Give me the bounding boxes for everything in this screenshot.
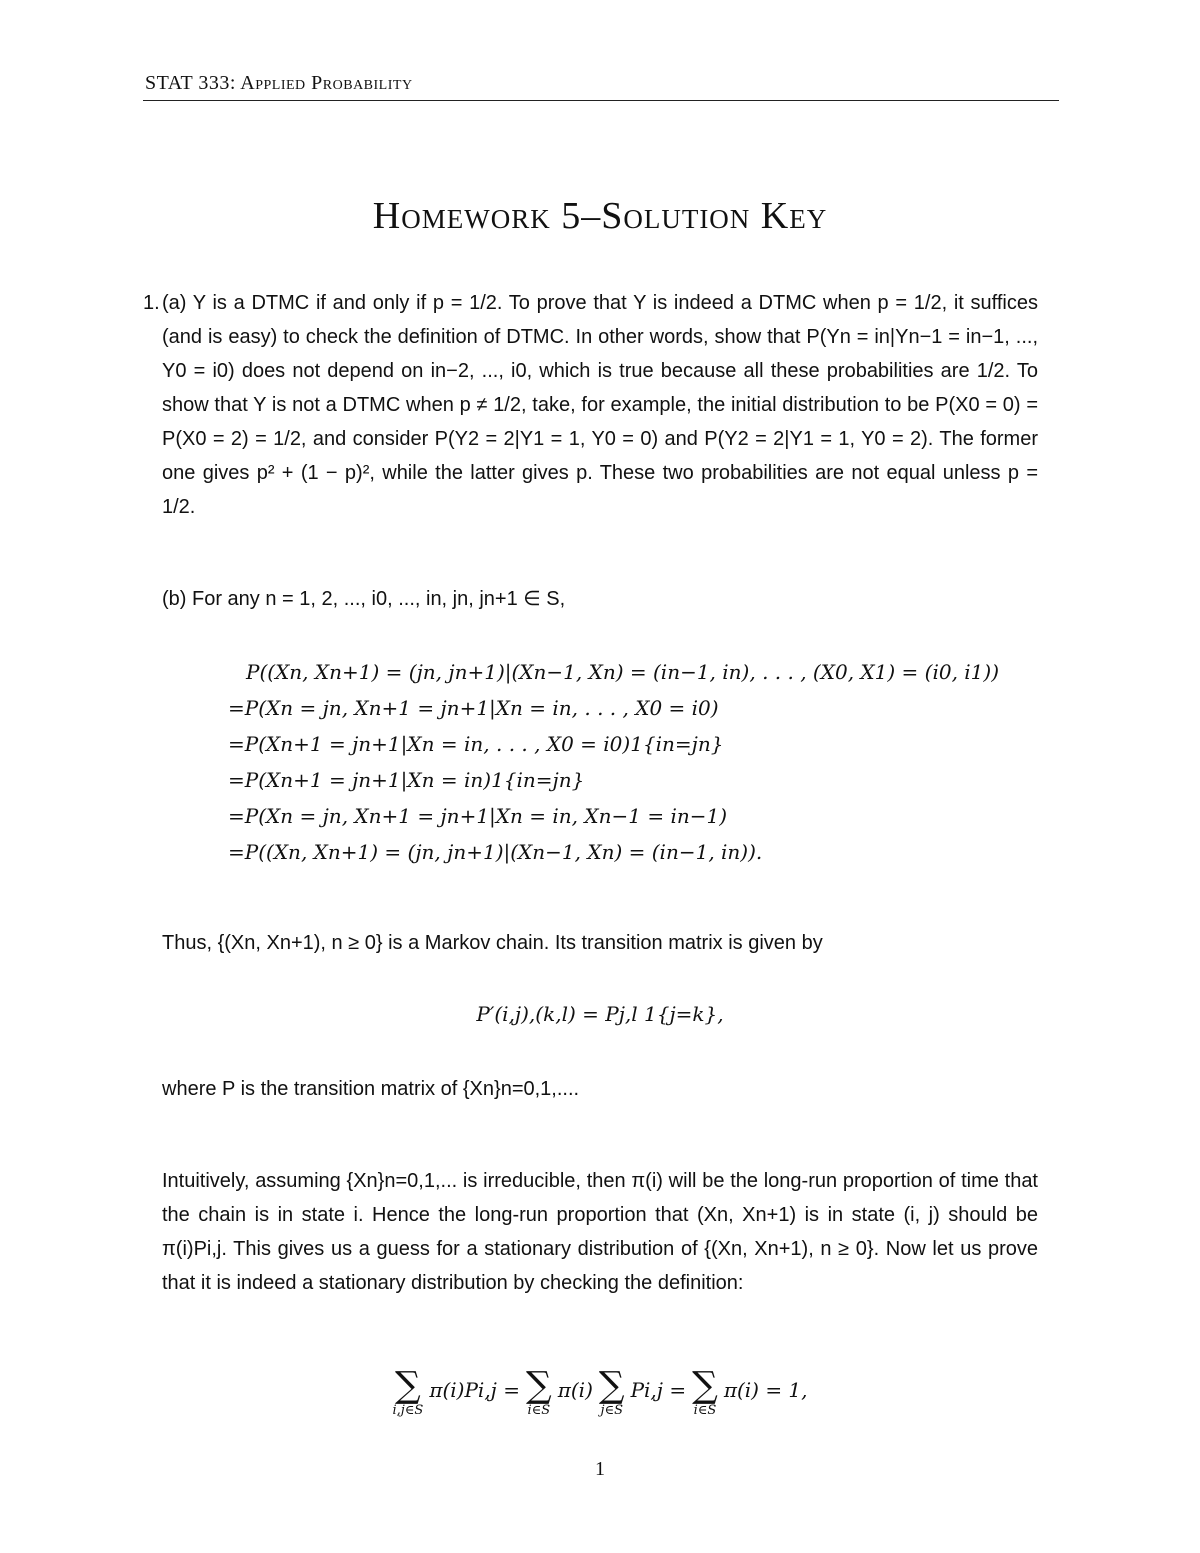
- equation-line: =P(Xn = jn, Xn+1 = jn+1|Xn = in, . . . , X0 = i0): [228, 696, 719, 720]
- sigma-icon: ∑: [526, 1365, 552, 1406]
- equation-line: =P(Xn+1 = jn+1|Xn = in)1{in=jn}: [228, 768, 585, 792]
- intuition-paragraph: Intuitively, assuming {Xn}n=0,1,... is irreducible, then π(i) will be the long-run proportion of time that the chain is in state i. Hence the long-run proportion that (Xn, Xn+1) is in state (i, j) should be π(i)Pi,j. This gives us a guess for a stationary distribution of {(Xn, Xn+1), n ≥ 0}. Now let us prove that it is indeed a stationary distribution by checking the definition:: [162, 1170, 1038, 1294]
- markov-chain-statement: Thus, {(Xn, Xn+1), n ≥ 0} is a Markov chain. Its transition matrix is given by: [162, 932, 823, 954]
- equation-line: =P(Xn+1 = jn+1|Xn = in, . . . , X0 = i0)1{in=jn}: [228, 732, 724, 756]
- course-title: STAT 333: Applied Probability: [145, 72, 413, 94]
- running-header: [143, 70, 1059, 101]
- summation: ∑ i∈S: [526, 1365, 552, 1418]
- problem-1a-text: [143, 286, 1038, 524]
- problem-1a-body: (a) Y is a DTMC if and only if p = 1/2. To prove that Y is indeed a DTMC when p = 1/2, it suffices (and is easy) to check the definition of DTMC. In other words, show that P(Yn = in|Yn−1 = in−1, ..., Y0 = i0) does not depend on in−2, ..., i0, which is true because all these probabilities are 1/2. To show that Y is not a DTMC when p ≠ 1/2, take, for example, the initial distribution to be P(X0 = 0) = P(X0 = 2) = 1/2, and consider P(Y2 = 2|Y1 = 1, Y0 = 0) and P(Y2 = 2|Y1 = 1, Y0 = 2). The former one gives p² + (1 − p)², while the latter gives p. These two probabilities are not equal unless p = 1/2.: [162, 292, 1038, 518]
- transition-matrix-equation: P′(i,j),(k,l) = Pj,l 1{j=k},: [476, 1002, 724, 1026]
- problem-1b-intro: (b) For any n = 1, 2, ..., i0, ..., in, jn, jn+1 ∈ S,: [162, 588, 566, 610]
- summation: ∑ j∈S: [598, 1365, 625, 1418]
- equation-derivation: [228, 654, 1048, 870]
- sigma-icon: ∑: [395, 1365, 421, 1406]
- summation: ∑ i,j∈S: [392, 1365, 424, 1418]
- page-number: 1: [595, 1458, 605, 1480]
- summation: ∑ i∈S: [692, 1365, 718, 1418]
- equation-line: =P(Xn = jn, Xn+1 = jn+1|Xn = in, Xn−1 = in−1): [228, 804, 728, 828]
- transition-matrix-note: where P is the transition matrix of {Xn}n=0,1,....: [162, 1078, 580, 1100]
- sigma-icon: ∑: [598, 1365, 625, 1406]
- stationary-sum-equation: ∑ i,j∈S π(i)Pi,j = ∑ i∈S π(i) ∑ j∈S Pi,j = ∑ i∈S π(i) = 1,: [392, 1365, 808, 1418]
- equation-line: P((Xn, Xn+1) = (jn, jn+1)|(Xn−1, Xn) = (in−1, in), . . . , (X0, X1) = (i0, i1)): [246, 660, 1000, 684]
- equation-line: =P((Xn, Xn+1) = (jn, jn+1)|(Xn−1, Xn) = (in−1, in)).: [228, 840, 763, 864]
- sigma-icon: ∑: [692, 1365, 718, 1406]
- document-title: Homework 5–Solution Key: [372, 195, 828, 237]
- problem-number: 1.: [143, 292, 160, 314]
